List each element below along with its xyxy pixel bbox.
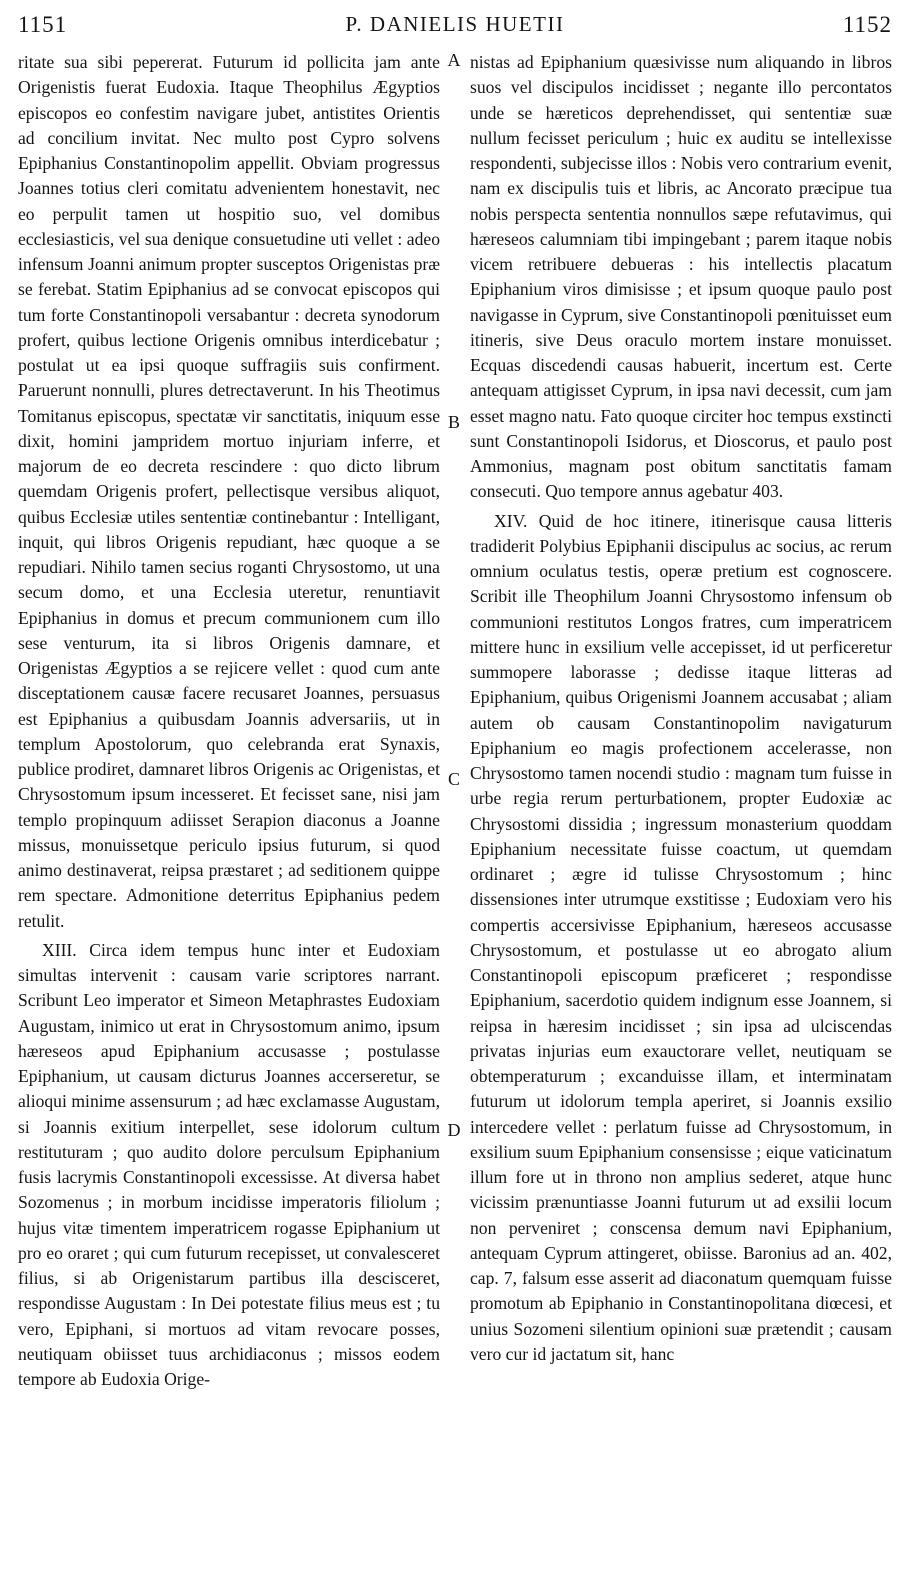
paragraph: nistas ad Epiphanium quæsivisse num aliquando in libros suos vel discipulos incidisset ; negante illo percontatos unde se hæreticos deprehendisset, qui sententiæ suæ nullum fecisset periculum ; huic ex auditu se intellexisse respondenti, subjecisse illos : Nobis vero contrarium evenit, nam ex discipulis tuis et libris, ac Ancorato præcipue tua nobis perspecta sententia nonnullos sæpe refutavimus, qui hæreseos calumniam tibi impingebant ; parem itaque nobis vicem retribuere debueras : his intellectis placatum Epiphanium viros dimisisse ; et ipsum quoque paulo post navigasse in Cyprum, sive Constantinopoli pœnituisset eum itineris, sive Deus oraculo mortem instare monuisset. Ecquas discedendi causas habuerit, incertum est. Certe antequam attigisset Cyprum, in ipsa navi decessit, cum jam esset magno natu. Fato quoque circiter hoc tempus exstincti sunt Constantinopoli Isidorus, et Dioscorus, et paulo post Ammonius, magnam post obitum sanctitatis famam consecuti. Quo tempore annus agebatur 403. [470,52,892,502]
left-column [18,50,440,1392]
paragraph: ritate sua sibi pepererat. Futurum id pollicita jam ante Origenistis fuerat Eudoxia. Itaque Theophilus Ægyptios episcopos eo confestim navigare jubet, antistites Orientis ad concilium invitat. Nec multo post Cypro solvens Epiphanius Constantinopolim appellit. Obviam progressus Joannes totius cleri comitatu advenientem honestavit, nec eo perpulit tamen ut hospitio suo, vel domibus ecclesiasticis, vel sua denique consuetudine uti vellet : adeo infensum Joanni animum propter susceptos Origenistas præ se ferebat. Statim Epiphanius ad se convocat episcopos qui tum forte Constantinopoli versabantur : decreta synodorum profert, quibus lectione Origenis omnibus interdicebatur ; postulat ut ea ipsi quoque suffragiis suis confirment. Paruerunt nonnulli, plures detrectaverunt. In his Theotimus Tomitanus episcopus, spectatæ vir sanctitatis, iniquum esse dixit, homini jampridem mortuo injuriam inferre, et majorum de eo decreta rescindere : quo dicto librum quemdam Origenis profert, pellectisque versibus aliquot, quibus Ecclesiæ utiles sententiæ continebantur : Intelligant, inquit, qui libros Origenis repudiant, hæc quoque a se repudiari. Nihilo tamen secius roganti Chrysostomo, ut una secum domo, et una Ecclesia uteretur, renuntiavit Epiphanius in domus et precum communionem cum illo sese venturum, ita si libros Origenis damnare, et Origenistas Ægyptios a se rejicere vellet : quod cum ante disceptationem causæ facere recusaret Joannes, persuasus est Epiphanius a quibusdam Joannis adversariis, ut in templum Apostolorum, quo celebranda erat Synaxis, publice prodiret, damnaret libros Origenis ac Origenistas, et Chrysostomum ipsum incesseret. Et fecisset sane, nisi jam templo propinquum adiisset Serapion diaconus a Joanne missus, monuissetque periculo ipsius futurum, si quod animo destinaverat, reipsa præstaret ; ad seditionem quippe rem spectare. Admonitione deterritus Epiphanius pedem retulit. [18,52,440,931]
running-title: P. DANIELIS HUETII [345,12,565,36]
paragraph-section-xiv: XIV. Quid de hoc itinere, itinerisque causa litteris tradiderit Polybius Epiphanii discipulus ac socius, ac rerum omnium oculatus testis, operæ pretium est cognoscere. Scribit ille Theophilum Joanni Chrysostomo infensum ob communioni restitutos Longos fratres, cum imperatricem mittere hunc in exsilium velle accepisset, id ut perficeretur summopere laborasse ; dedisse itaque litteras ad Epiphanium, quibus Origenismi Joannem accusabat ; aliam autem ob causam Constantinopolim navigaturum Epiphanium eo magis profectionem accelerasse, non Chrysostomo tamen nocendi studio : magnam tum fuisse in urbe regia rerum perturbationem, propter Eudoxiæ ac Chrysostomi dissidia ; ingressum monasterium quoddam Epiphanium necessitate fuisse coactum, ut quemdam ordinaret ; ægre id tulisse Chrysostomum ; hinc dissensiones inter utrumque exstitisse ; Eudoxiam vero his compertis accersivisse Epiphanium, hæreseos accusasse Chrysostomum, et postulasse ut eo abrogato alium Constantinopoli episcopum præficeret ; respondisse Epiphanium, sacerdotio quidem indignum esse Joannem, si reipsa in hæresim incidisset ; sin ipsa ad ulciscendas privatas injurias eum exauctorare vellet, neutiquam se obtemperaturum ; excanduisse illam, et interminatam futurum ut idolorum templa aperiret, si Joannis exsilio intercedere vellet : perlatum fuisse ad Chrysostomum, in exsilium suum Epiphanium consensisse ; eique vaticinatum illum fore ut in throno non amplius sederet, atque hunc vicissim prænuntiasse Joanni futurum ut ad exsilii locum non perveniret ; conscensa demum navi Epiphanium, antequam Cyprum attingeret, obiisse. Baronius ad an. 402, cap. 7, falsum esse asserit ad diaconatum quemquam fuisse promotum ab Epiphanio in Constantinopolitana diœcesi, et unius Sozomeni silentium opinioni suæ prætendit ; causam vero cur id jactatum sit, hanc [470,510,892,1364]
margin-marker-a: A [447,50,461,70]
margin-marker-d: D [447,1120,461,1140]
page-number-left: 1151 [18,12,68,37]
margin-marker-b: B [447,412,460,432]
right-column [470,50,892,1367]
paragraph-section-xiii: XIII. Circa idem tempus hunc inter et Eudoxiam simultas intervenit : causam varie scriptores narrant. Scribunt Leo imperator et Simeon Metaphrastes Eudoxiam Augustam, inimico ut erat in Chrysostomum animo, ipsum hæreseos apud Epiphanium accusasse ; postulasse Epiphanium, ut causam dicturus Joannes accerseretur, se alioqui minime assensurum ; ad hæc exclamasse Augustam, si Joannis exitium interpellet, sese idolorum cultum restituturam ; quo audito dolore perculsum Epiphanium fusis lacrymis Constantinopoli excessisse. At diversa habet Sozomenus ; in morbum incidisse imperatoris filiolum ; hujus vitæ timentem imperatricem rogasse Epiphanium ut pro eo oraret ; qui cum futurum recepisset, ut convalesceret filius, si ab Origenistarum partibus illa descisceret, respondisse Augustam : In Dei potestate filius meus est ; tu vero, Epiphani, si mortuos ad vitam revocare posses, neutiquam obiisset tuus archidiaconus ; missos eodem tempore ab Eudoxia Orige- [18,939,440,1389]
margin-marker-c: C [447,769,460,789]
running-header [18,12,892,46]
page-number-right: 1152 [842,12,892,37]
